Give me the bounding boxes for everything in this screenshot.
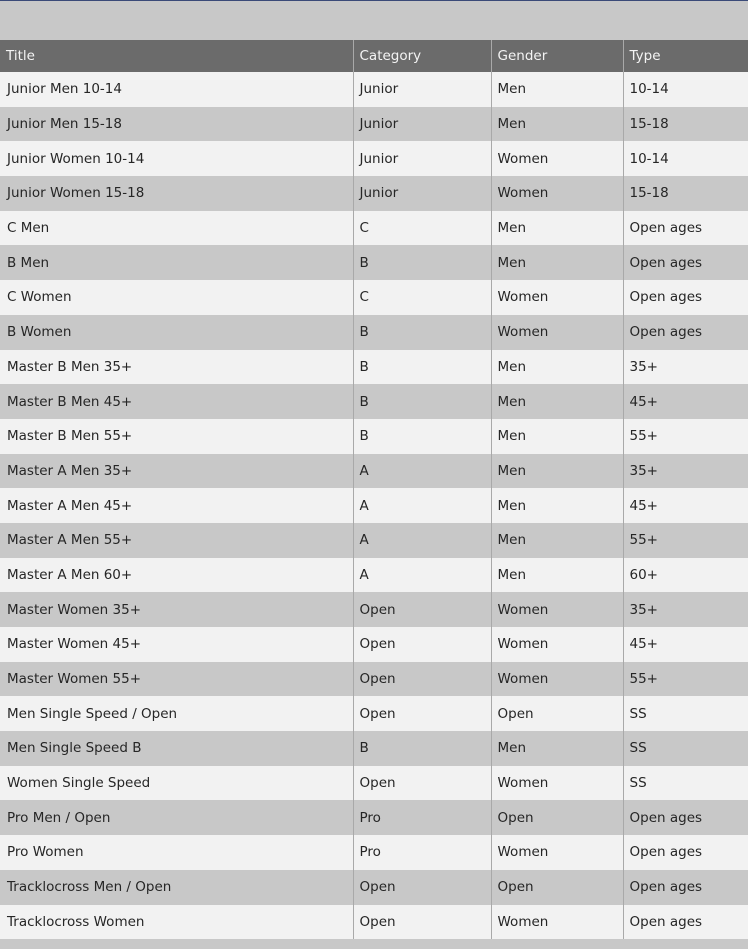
cell-title: Junior Men 10-14 <box>0 72 353 107</box>
cell-title: Master Women 45+ <box>0 627 353 662</box>
cell-type: 35+ <box>623 454 748 489</box>
cell-type: 45+ <box>623 627 748 662</box>
cell-category: B <box>353 315 491 350</box>
cell-gender: Women <box>491 766 623 801</box>
cell-title: Tracklocross Men / Open <box>0 870 353 905</box>
cell-type: 55+ <box>623 523 748 558</box>
table-row[interactable] <box>0 662 748 697</box>
cell-gender: Women <box>491 835 623 870</box>
cell-gender: Women <box>491 176 623 211</box>
cell-type: 45+ <box>623 488 748 523</box>
header-title[interactable]: Title <box>0 40 353 72</box>
table-row[interactable] <box>0 176 748 211</box>
cell-gender: Men <box>491 419 623 454</box>
cell-gender: Women <box>491 280 623 315</box>
cell-category: B <box>353 419 491 454</box>
header-category[interactable]: Category <box>353 40 491 72</box>
table-row[interactable] <box>0 419 748 454</box>
table-row[interactable] <box>0 766 748 801</box>
cell-category: Open <box>353 905 491 940</box>
cell-category: Open <box>353 696 491 731</box>
cell-title: Pro Men / Open <box>0 800 353 835</box>
table-row[interactable] <box>0 141 748 176</box>
cell-gender: Women <box>491 627 623 662</box>
cell-title: C Women <box>0 280 353 315</box>
cell-title: Junior Women 10-14 <box>0 141 353 176</box>
cell-type: Open ages <box>623 245 748 280</box>
cell-category: Junior <box>353 141 491 176</box>
cell-type: SS <box>623 696 748 731</box>
cell-gender: Open <box>491 800 623 835</box>
cell-gender: Men <box>491 384 623 419</box>
table-row[interactable] <box>0 211 748 246</box>
cell-category: B <box>353 731 491 766</box>
cell-title: Men Single Speed B <box>0 731 353 766</box>
cell-title: Junior Men 15-18 <box>0 107 353 142</box>
cell-title: Master Women 35+ <box>0 592 353 627</box>
table-row[interactable] <box>0 72 748 107</box>
table-row[interactable] <box>0 523 748 558</box>
cell-category: B <box>353 245 491 280</box>
cell-type: 35+ <box>623 592 748 627</box>
cell-title: Master Women 55+ <box>0 662 353 697</box>
cell-type: 15-18 <box>623 107 748 142</box>
table-row[interactable] <box>0 905 748 940</box>
cell-title: Master A Men 55+ <box>0 523 353 558</box>
cell-gender: Men <box>491 72 623 107</box>
cell-type: 35+ <box>623 350 748 385</box>
cell-gender: Open <box>491 696 623 731</box>
cell-title: Women Single Speed <box>0 766 353 801</box>
header-type[interactable]: Type <box>623 40 748 72</box>
cell-category: Open <box>353 662 491 697</box>
cell-title: Master B Men 55+ <box>0 419 353 454</box>
cell-category: A <box>353 488 491 523</box>
cell-category: Pro <box>353 835 491 870</box>
cell-gender: Men <box>491 454 623 489</box>
cell-gender: Women <box>491 315 623 350</box>
cell-gender: Men <box>491 488 623 523</box>
cell-title: B Women <box>0 315 353 350</box>
cell-type: 55+ <box>623 662 748 697</box>
cell-type: SS <box>623 731 748 766</box>
cell-category: A <box>353 454 491 489</box>
cell-type: 10-14 <box>623 141 748 176</box>
cell-category: Junior <box>353 176 491 211</box>
cell-gender: Men <box>491 245 623 280</box>
table-row[interactable] <box>0 315 748 350</box>
cell-gender: Open <box>491 870 623 905</box>
cell-category: Pro <box>353 800 491 835</box>
cell-category: C <box>353 280 491 315</box>
cell-type: Open ages <box>623 211 748 246</box>
cell-title: Master B Men 45+ <box>0 384 353 419</box>
cell-type: Open ages <box>623 905 748 940</box>
cell-category: Junior <box>353 72 491 107</box>
cell-type: Open ages <box>623 835 748 870</box>
categories-table <box>0 40 748 939</box>
table-row[interactable] <box>0 627 748 662</box>
table-row[interactable] <box>0 731 748 766</box>
table-row[interactable] <box>0 280 748 315</box>
cell-gender: Women <box>491 141 623 176</box>
table-row[interactable] <box>0 350 748 385</box>
cell-title: C Men <box>0 211 353 246</box>
table-row[interactable] <box>0 800 748 835</box>
cell-category: B <box>353 350 491 385</box>
cell-title: Master A Men 35+ <box>0 454 353 489</box>
header-gender[interactable]: Gender <box>491 40 623 72</box>
cell-title: Master A Men 45+ <box>0 488 353 523</box>
cell-gender: Men <box>491 558 623 593</box>
cell-gender: Men <box>491 731 623 766</box>
cell-title: Junior Women 15-18 <box>0 176 353 211</box>
cell-type: 60+ <box>623 558 748 593</box>
cell-title: Master A Men 60+ <box>0 558 353 593</box>
cell-type: 15-18 <box>623 176 748 211</box>
header-row <box>0 40 748 72</box>
table-body <box>0 72 748 939</box>
cell-type: Open ages <box>623 315 748 350</box>
cell-type: SS <box>623 766 748 801</box>
cell-title: Tracklocross Women <box>0 905 353 940</box>
cell-type: 55+ <box>623 419 748 454</box>
cell-type: 45+ <box>623 384 748 419</box>
cell-type: Open ages <box>623 280 748 315</box>
cell-gender: Men <box>491 107 623 142</box>
cell-title: Master B Men 35+ <box>0 350 353 385</box>
cell-type: Open ages <box>623 800 748 835</box>
cell-type: Open ages <box>623 870 748 905</box>
table-row[interactable] <box>0 696 748 731</box>
cell-type: 10-14 <box>623 72 748 107</box>
cell-category: Open <box>353 870 491 905</box>
top-band <box>0 1 748 40</box>
cell-gender: Women <box>491 662 623 697</box>
cell-category: A <box>353 558 491 593</box>
cell-category: Open <box>353 627 491 662</box>
table-row[interactable] <box>0 835 748 870</box>
cell-gender: Men <box>491 350 623 385</box>
table-row[interactable] <box>0 107 748 142</box>
cell-title: Pro Women <box>0 835 353 870</box>
cell-category: Junior <box>353 107 491 142</box>
table-header <box>0 40 748 72</box>
cell-gender: Men <box>491 211 623 246</box>
cell-gender: Women <box>491 592 623 627</box>
table-row[interactable] <box>0 384 748 419</box>
table-row[interactable] <box>0 870 748 905</box>
cell-category: A <box>353 523 491 558</box>
cell-title: B Men <box>0 245 353 280</box>
table-row[interactable] <box>0 558 748 593</box>
table-row[interactable] <box>0 245 748 280</box>
cell-category: Open <box>353 592 491 627</box>
table-row[interactable] <box>0 488 748 523</box>
cell-title: Men Single Speed / Open <box>0 696 353 731</box>
cell-category: Open <box>353 766 491 801</box>
table-row[interactable] <box>0 592 748 627</box>
cell-category: C <box>353 211 491 246</box>
cell-gender: Women <box>491 905 623 940</box>
table-row[interactable] <box>0 454 748 489</box>
cell-gender: Men <box>491 523 623 558</box>
cell-category: B <box>353 384 491 419</box>
